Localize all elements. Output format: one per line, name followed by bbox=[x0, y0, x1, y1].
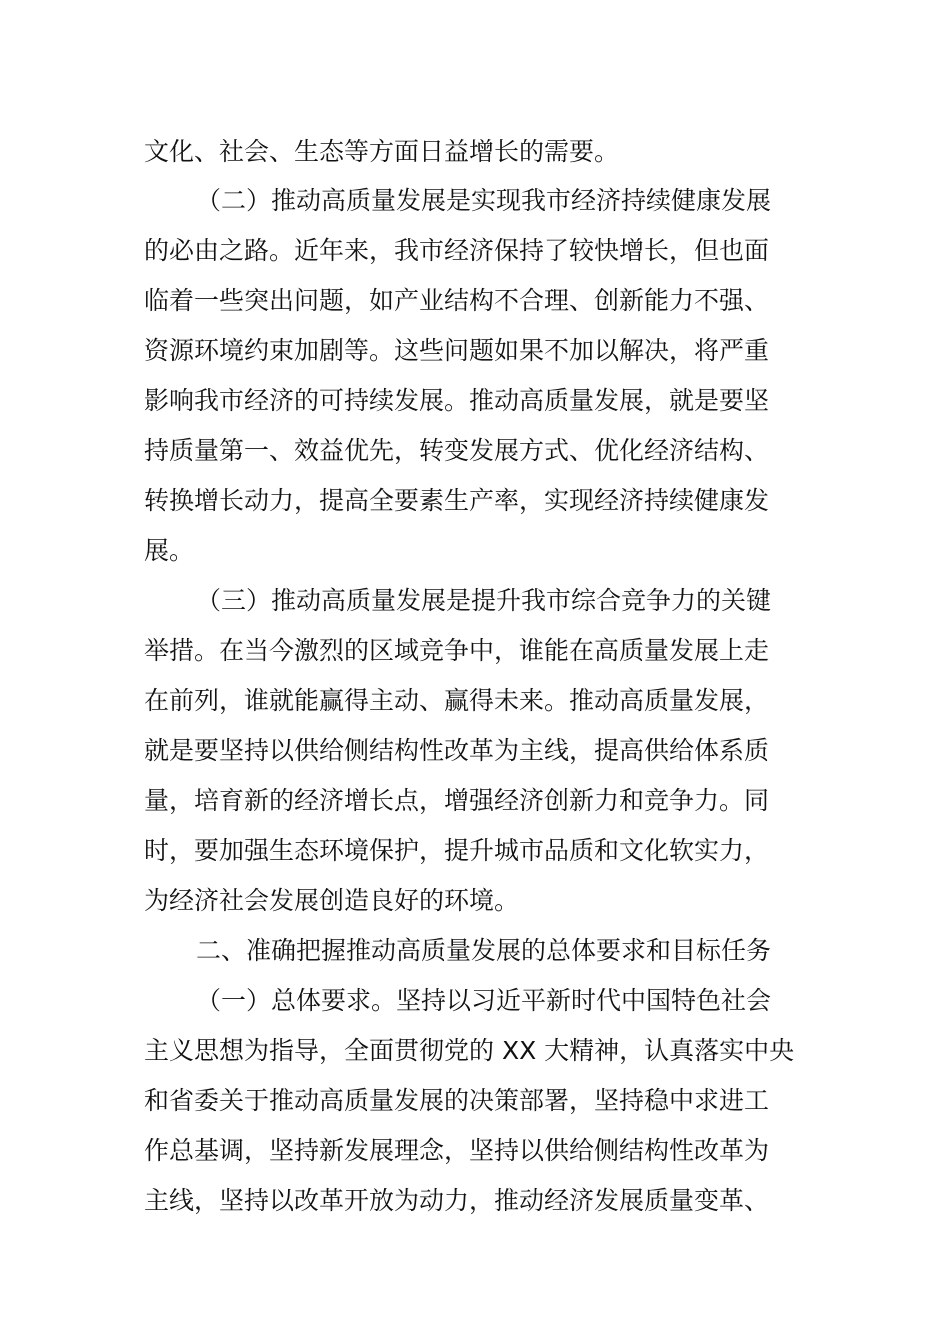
text-line: 转换增长动力，提高全要素生产率，实现经济持续健康发 bbox=[144, 486, 770, 515]
text-line: 量，培育新的经济增长点，增强经济创新力和竞争力。同 bbox=[144, 786, 770, 815]
text-line: 临着一些突出问题，如产业结构不合理、创新能力不强、 bbox=[144, 286, 770, 315]
text-line: 为经济社会发展创造良好的环境。 bbox=[144, 886, 520, 915]
text-line: 作总基调，坚持新发展理念，坚持以供给侧结构性改革为 bbox=[144, 1136, 770, 1165]
text-line: 持质量第一、效益优先，转变发展方式、优化经济结构、 bbox=[144, 436, 770, 465]
text-line: （一）总体要求。坚持以习近平新时代中国特色社会 bbox=[196, 986, 772, 1015]
text-line: 就是要坚持以供给侧结构性改革为主线，提高供给体系质 bbox=[144, 736, 770, 765]
text-line: 主线，坚持以改革开放为动力，推动经济发展质量变革、 bbox=[144, 1186, 770, 1215]
text-line: （三）推动高质量发展是提升我市综合竞争力的关键 bbox=[196, 586, 772, 615]
text-line: 资源环境约束加剧等。这些问题如果不加以解决，将严重 bbox=[144, 336, 770, 365]
text-line: （二）推动高质量发展是实现我市经济持续健康发展 bbox=[196, 186, 772, 215]
text-line: 在前列，谁就能赢得主动、赢得未来。推动高质量发展， bbox=[144, 686, 770, 715]
text-line: 的必由之路。近年来，我市经济保持了较快增长，但也面 bbox=[144, 236, 770, 265]
text-line: 展。 bbox=[144, 536, 195, 565]
text-line: 主义思想为指导，全面贯彻党的 XX 大精神，认真落实中央 bbox=[144, 1036, 795, 1065]
text-line: 和省委关于推动高质量发展的决策部署，坚持稳中求进工 bbox=[144, 1086, 770, 1115]
text-line: 举措。在当今激烈的区域竞争中，谁能在高质量发展上走 bbox=[144, 636, 770, 665]
section-heading: 二、准确把握推动高质量发展的总体要求和目标任务 bbox=[196, 936, 772, 965]
text-line: 时，要加强生态环境保护，提升城市品质和文化软实力， bbox=[144, 836, 770, 865]
text-line: 影响我市经济的可持续发展。推动高质量发展，就是要坚 bbox=[144, 386, 770, 415]
text-line: 文化、社会、生态等方面日益增长的需要。 bbox=[144, 137, 620, 166]
